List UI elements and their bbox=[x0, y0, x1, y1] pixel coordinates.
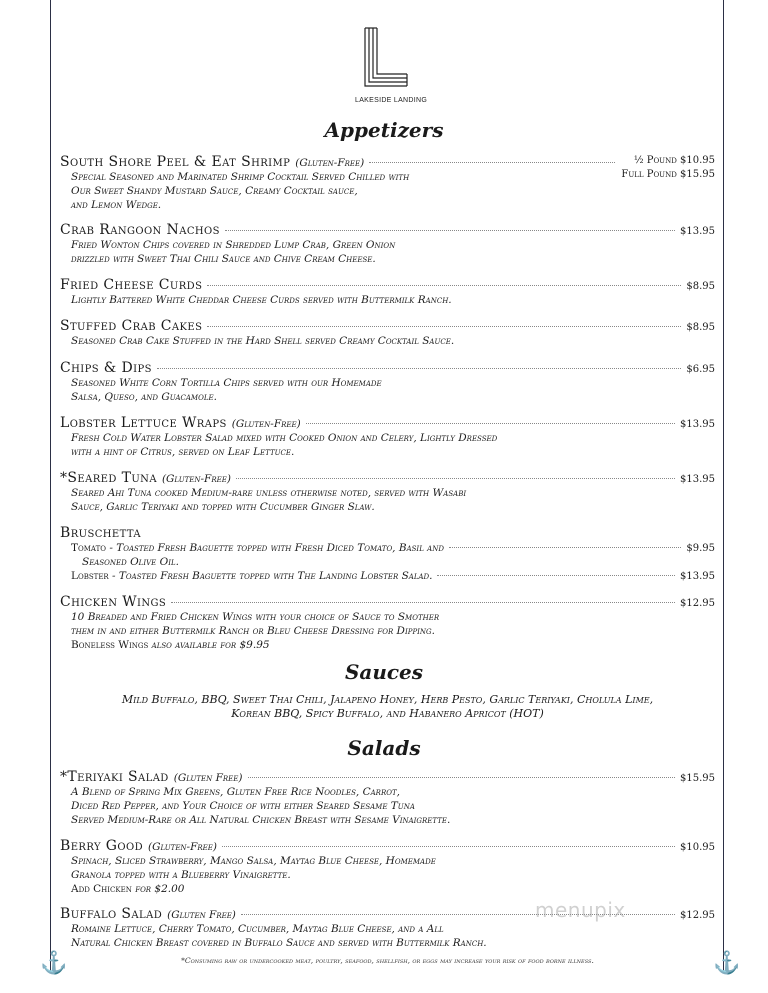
item-tag: (Gluten-Free) bbox=[161, 473, 231, 485]
menu-item-crab-cakes bbox=[60, 318, 715, 348]
item-description: Salsa, Queso, and Guacamole. bbox=[71, 391, 217, 403]
item-name: Chips & Dips bbox=[60, 360, 152, 376]
item-name: Bruschetta bbox=[60, 525, 141, 541]
item-description: and Lemon Wedge. bbox=[71, 199, 162, 211]
menu-item-cheese-curds bbox=[60, 277, 715, 307]
menu-item-chips-dips bbox=[60, 360, 715, 404]
menu-item-lobster-wraps bbox=[60, 415, 715, 459]
item-tag: (Gluten Free) bbox=[173, 772, 243, 784]
item-price: $8.95 bbox=[686, 322, 715, 333]
item-description: Diced Red Pepper, and Your Choice of with either Seared Sesame Tuna bbox=[71, 800, 415, 812]
salads-heading: Salads bbox=[347, 736, 421, 760]
sauces-line: Mild Buffalo, BBQ, Sweet Thai Chili, Jalapeno Honey, Herb Pesto, Garlic Teriyaki, Cholula Lime, bbox=[121, 693, 654, 706]
bruschetta-lobster-desc: - Toasted Fresh Baguette topped with The Landing Lobster Salad. bbox=[108, 570, 433, 582]
menu-item-seared-tuna bbox=[60, 470, 715, 514]
item-description: Sauce, Garlic Teriyaki and topped with Cucumber Ginger Slaw. bbox=[71, 501, 375, 513]
bruschetta-tomato-row bbox=[71, 541, 715, 555]
boneless-label: Boneless Wings bbox=[71, 639, 149, 651]
item-name: Berry Good bbox=[60, 838, 143, 854]
menu-item-chicken-wings bbox=[60, 594, 715, 652]
menu-item-shrimp bbox=[60, 154, 715, 212]
item-description: Seasoned White Corn Tortilla Chips served with our Homemade bbox=[71, 377, 382, 389]
add-chicken-label: Add Chicken bbox=[71, 883, 132, 895]
item-description: Seasoned Crab Cake Stuffed in the Hard Shell served Creamy Cocktail Sauce. bbox=[71, 335, 455, 347]
dot-leader bbox=[306, 423, 675, 424]
item-description: 10 Breaded and Fried Chicken Wings with your choice of Sauce to Smother bbox=[71, 611, 440, 623]
dot-leader bbox=[157, 368, 681, 369]
item-tag: (Gluten Free) bbox=[167, 909, 236, 921]
dot-leader bbox=[449, 547, 681, 548]
item-price-group bbox=[621, 154, 715, 182]
item-tag: (Gluten-Free) bbox=[295, 157, 365, 169]
anchor-icon: ⚓ bbox=[40, 951, 68, 976]
item-price: $12.95 bbox=[680, 598, 715, 609]
bruschetta-tomato-label: Tomato bbox=[71, 542, 106, 554]
dot-leader bbox=[225, 230, 675, 231]
item-name: Lobster Lettuce Wraps bbox=[60, 415, 227, 431]
menu-item-crab-rangoon bbox=[60, 222, 715, 266]
sauces-line: Korean BBQ, Spicy Buffalo, and Habanero Apricot (HOT) bbox=[231, 707, 544, 720]
item-name: Chicken Wings bbox=[60, 594, 167, 610]
item-price: $9.95 bbox=[686, 543, 715, 554]
dot-leader bbox=[222, 846, 675, 847]
brand-name: LAKESIDE LANDING bbox=[355, 97, 428, 104]
item-description: Spinach, Sliced Strawberry, Mango Salsa, Maytag Blue Cheese, Homemade bbox=[71, 855, 436, 867]
item-description bbox=[71, 638, 715, 652]
menu-item-berry-good bbox=[60, 838, 715, 896]
item-price: $15.95 bbox=[680, 773, 715, 784]
item-name: Crab Rangoon Nachos bbox=[60, 222, 220, 238]
item-price: $13.95 bbox=[680, 571, 715, 582]
item-name: Stuffed Crab Cakes bbox=[60, 318, 203, 334]
item-price: $8.95 bbox=[686, 281, 715, 292]
sauces-heading: Sauces bbox=[344, 660, 424, 684]
item-name: Fried Cheese Curds bbox=[60, 277, 203, 293]
item-tag: (Gluten-Free) bbox=[231, 418, 301, 430]
dot-leader bbox=[207, 326, 681, 327]
item-price-full: Full Pound $15.95 bbox=[621, 169, 715, 180]
menu-item-bruschetta bbox=[60, 525, 715, 583]
bruschetta-lobster-label: Lobster bbox=[71, 570, 109, 582]
item-price: $13.95 bbox=[680, 226, 715, 237]
dot-leader bbox=[171, 602, 675, 603]
item-name: Buffalo Salad bbox=[60, 906, 163, 922]
logo-mark-icon bbox=[355, 26, 415, 96]
menupix-watermark: menupix bbox=[535, 898, 626, 922]
item-price: $10.95 bbox=[680, 842, 715, 853]
dot-leader bbox=[236, 478, 675, 479]
item-description: them in and either Buttermilk Ranch or Bleu Cheese Dressing for Dipping. bbox=[71, 625, 435, 637]
item-name: *Teriyaki Salad bbox=[60, 769, 169, 785]
item-description: Fried Wonton Chips covered in Shredded Lump Crab, Green Onion bbox=[71, 239, 396, 251]
food-safety-footnote: *Consuming raw or undercooked meat, poultry, seafood, shellfish, or eggs may increase your risk of food borne illness. bbox=[181, 956, 594, 965]
item-description: Lightly Battered White Cheddar Cheese Curds served with Buttermilk Ranch. bbox=[71, 294, 452, 306]
item-price-half: ½ Pound $10.95 bbox=[633, 155, 715, 166]
dot-leader bbox=[437, 575, 675, 576]
item-description: Granola topped with a Blueberry Vinaigrette. bbox=[71, 869, 291, 881]
item-description bbox=[71, 882, 715, 896]
bruschetta-tomato-desc: - Toasted Fresh Baguette topped with Fresh Diced Tomato, Basil and bbox=[106, 542, 444, 554]
left-border-line bbox=[50, 0, 51, 971]
item-description: with a hint of Citrus, served on Leaf Lettuce. bbox=[71, 446, 295, 458]
appetizers-heading: Appetizers bbox=[324, 118, 444, 142]
lakeside-landing-logo bbox=[355, 26, 428, 108]
item-price: $6.95 bbox=[686, 364, 715, 375]
item-description: Served Medium-Rare or All Natural Chicken Breast with Sesame Vinaigrette. bbox=[71, 814, 451, 826]
item-description: Seasoned Olive Oil. bbox=[82, 556, 179, 568]
item-price: $12.95 bbox=[680, 910, 715, 921]
item-name: *Seared Tuna bbox=[60, 470, 157, 486]
bruschetta-lobster-row bbox=[71, 569, 715, 583]
item-description: Special Seasoned and Marinated Shrimp Cocktail Served Chilled with bbox=[71, 171, 410, 183]
item-description: Romaine Lettuce, Cherry Tomato, Cucumber, Maytag Blue Cheese, and a All bbox=[71, 923, 444, 935]
item-description: drizzled with Sweet Thai Chili Sauce and Chive Cream Cheese. bbox=[71, 253, 376, 265]
add-chicken-desc: for $2.00 bbox=[131, 883, 185, 895]
item-description: Fresh Cold Water Lobster Salad mixed with Cooked Onion and Celery, Lightly Dressed bbox=[71, 432, 498, 444]
item-tag: (Gluten-Free) bbox=[148, 841, 217, 853]
dot-leader bbox=[369, 162, 615, 163]
boneless-desc: also available for $9.95 bbox=[148, 639, 270, 651]
item-price: $13.95 bbox=[680, 474, 715, 485]
item-description: Seared Ahi Tuna cooked Medium-rare unless otherwise noted, served with Wasabi bbox=[71, 487, 467, 499]
item-description: A Blend of Spring Mix Greens, Gluten Free Rice Noodles, Carrot, bbox=[71, 786, 400, 798]
item-description: Our Sweet Shandy Mustard Sauce, Creamy Cocktail sauce, bbox=[71, 185, 358, 197]
sauces-list bbox=[60, 693, 715, 721]
item-description: Natural Chicken Breast covered in Buffalo Sauce and served with Buttermilk Ranch. bbox=[71, 937, 487, 949]
dot-leader bbox=[207, 285, 681, 286]
dot-leader bbox=[248, 777, 676, 778]
item-price: $13.95 bbox=[680, 419, 715, 430]
item-name: South Shore Peel & Eat Shrimp bbox=[60, 154, 291, 170]
anchor-icon: ⚓ bbox=[713, 951, 741, 976]
right-border-line bbox=[723, 0, 724, 971]
menu-item-teriyaki-salad bbox=[60, 769, 715, 827]
